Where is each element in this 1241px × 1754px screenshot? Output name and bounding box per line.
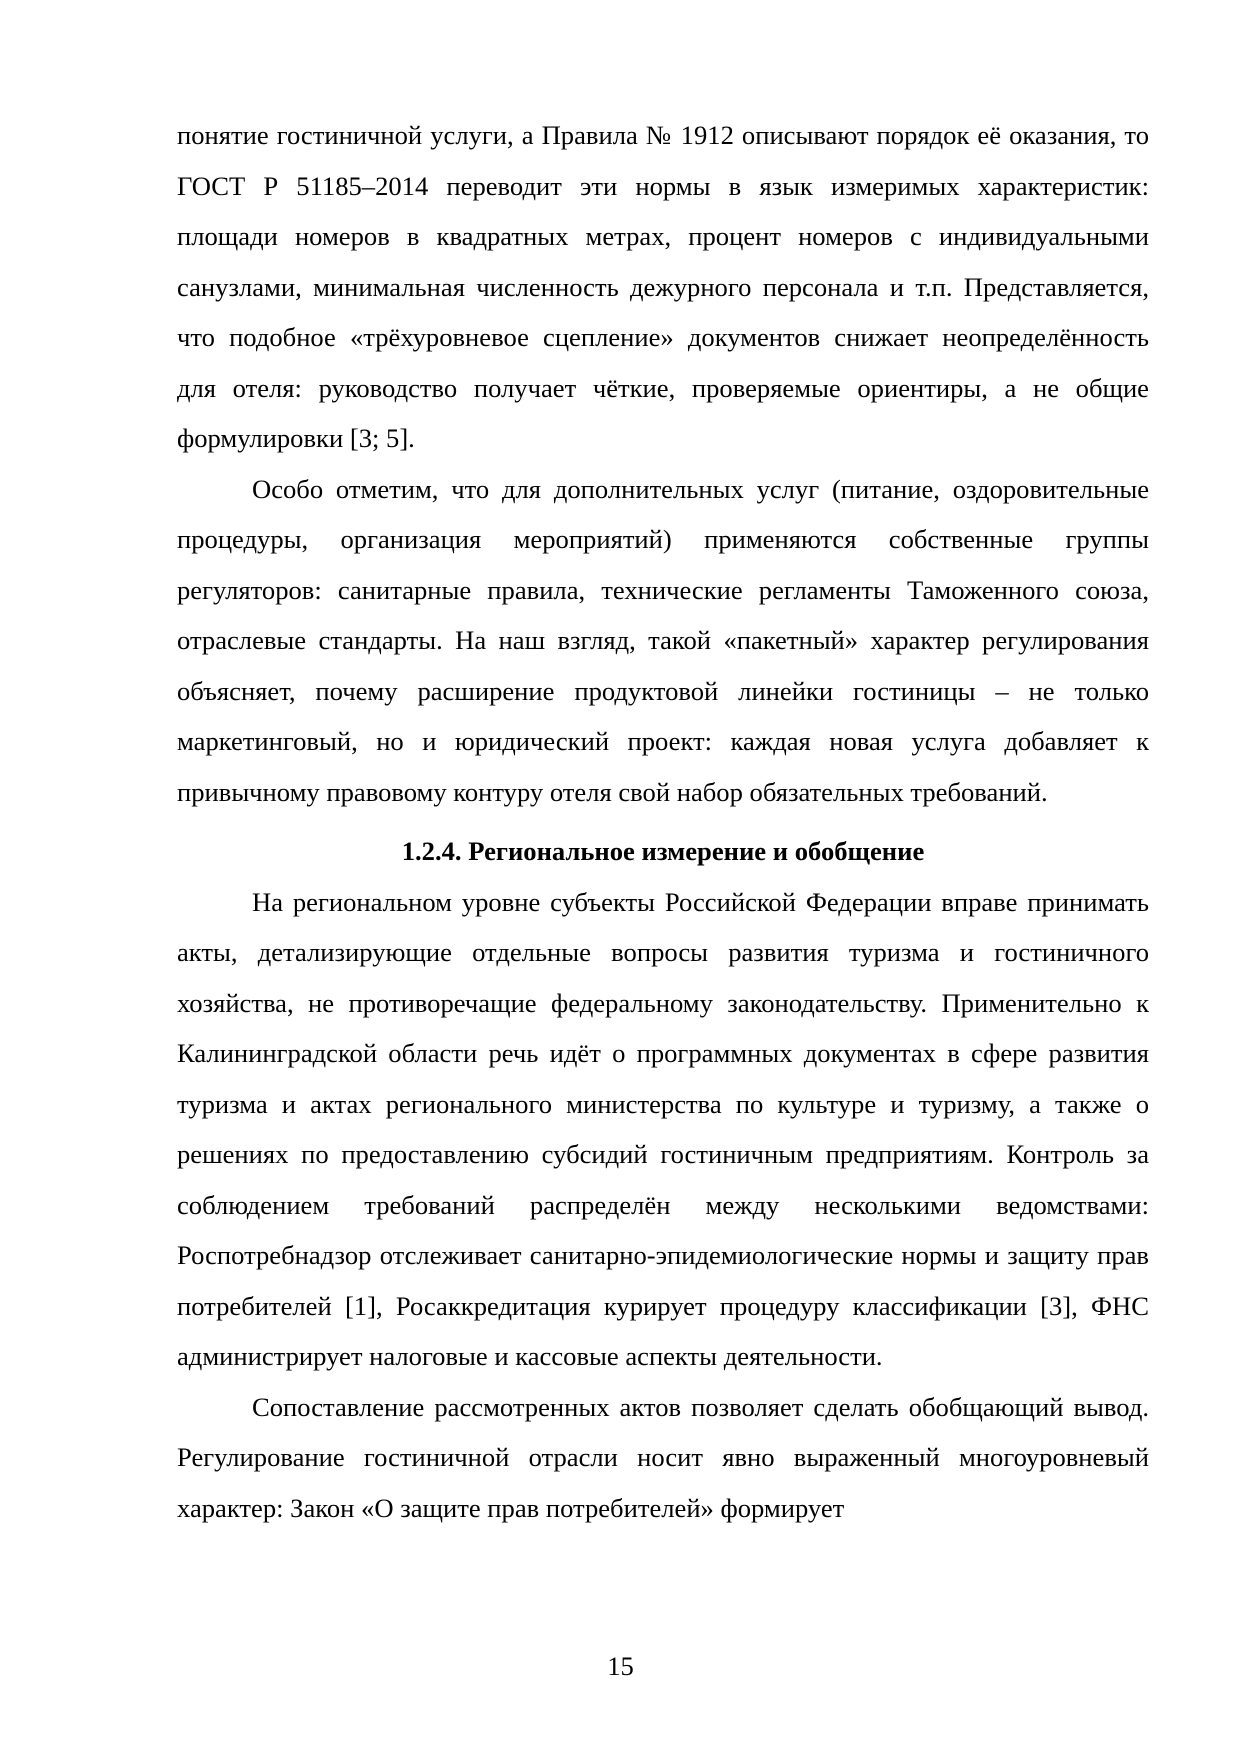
- paragraph-conclusion: Сопоставление рассмотренных актов позволяет сделать обобщающий вывод. Регулирование гостиничной отрасли носит явно выраженный многоуровневый характер: Закон «О защите прав потребителей» формирует: [177, 1391, 1149, 1523]
- paragraph-regional-level: На региональном уровне субъекты Российской Федерации вправе принимать акты, детализирующие отдельные вопросы развития туризма и гостиничного хозяйства, не противоречащие федеральному законодательству. Применительно к Калининградской области речь идёт о программных документах в сфере развития туризма и актах регионального министерства по культуре и туризму, а также о решениях по предоставлению субсидий гостиничным предприятиям. Контроль за соблюдением требований распределён между несколькими ведомствами: Роспотребнадзор отслеживает санитарно-эпидемиологические нормы и защиту прав потребителей [1], Росаккредитация курирует процедуру классификации [3], ФНС администрирует налоговые и кассовые аспекты деятельности.: [177, 886, 1149, 1371]
- document-page: [177, 110, 1149, 1533]
- page-number: 15: [607, 1651, 634, 1681]
- section-heading: 1.2.4. Региональное измерение и обобщение: [401, 836, 925, 866]
- paragraph-additional-services: Особо отметим, что для дополнительных услуг (питание, оздоровительные процедуры, организация мероприятий) применяются собственные группы регуляторов: санитарные правила, технические регламенты Таможенного союза, отраслевые стандарты. На наш взгляд, такой «пакетный» характер регулирования объясняет, почему расширение продуктовой линейки гостиницы – не только маркетинговый, но и юридический проект: каждая новая услуга добавляет к привычному правовому контуру отеля свой набор обязательных требований.: [177, 473, 1149, 807]
- paragraph-continuation: понятие гостиничной услуги, а Правила № 1912 описывают порядок её оказания, то ГОСТ Р 51185–2014 переводит эти нормы в язык измеримых характеристик: площади номеров в квадратных метрах, процент номеров с индивидуальными санузлами, минимальная численность дежурного персонала и т.п. Представляется, что подобное «трёхуровневое сцепление» документов снижает неопределённость для отеля: руководство получает чёткие, проверяемые ориентиры, а не общие формулировки [3; 5].: [177, 120, 1149, 453]
